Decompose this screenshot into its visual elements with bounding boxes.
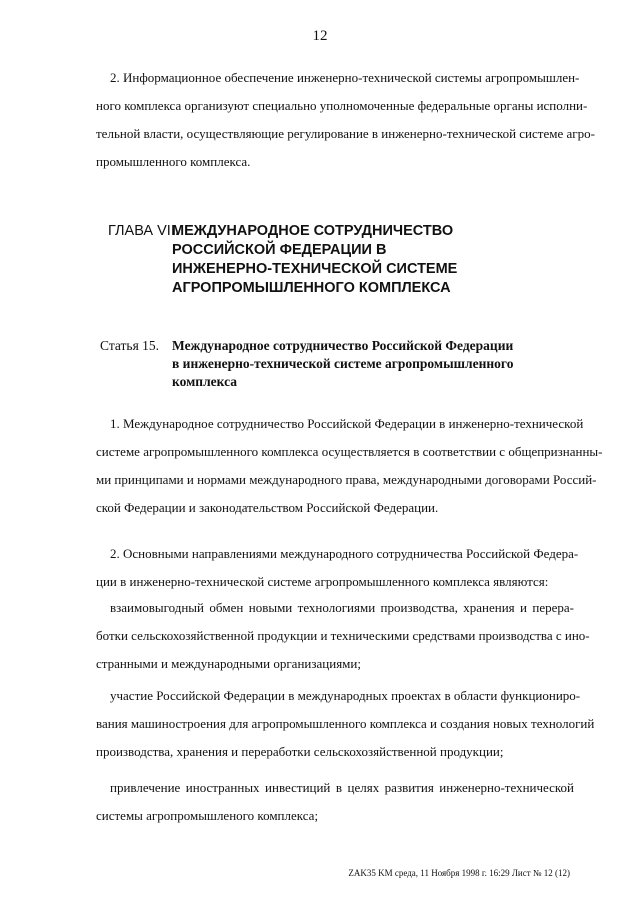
article-title-line: Международное сотрудничество Российской Федерации <box>172 338 514 353</box>
text-line: промышленного комплекса. <box>96 154 251 169</box>
text-line: производства, хранения и переработки сельскохозяйственной продукции; <box>96 744 504 759</box>
footer-stamp: ZAK35 KM среда, 11 Ноября 1998 г. 16:29 Лист № 12 (12) <box>348 868 570 878</box>
article-title-line: комплекса <box>172 374 237 389</box>
text-line: ного комплекса организуют специально уполномоченные федеральные органы исполни- <box>96 98 588 113</box>
page-number: 12 <box>312 28 328 44</box>
text-line: 2. Основными направлениями международного сотрудничества Российской Федера- <box>110 546 579 561</box>
text-line: ми принципами и нормами международного права, международными договорами Россий- <box>96 472 597 487</box>
article-label: Статья 15. <box>100 338 160 353</box>
chapter-title-line: АГРОПРОМЫШЛЕННОГО КОМПЛЕКСА <box>172 280 451 296</box>
text-line: ботки сельскохозяйственной продукции и техническими средствами производства с ино- <box>96 628 590 643</box>
text-line: ской Федерации и законодательством Российской Федерации. <box>96 500 439 515</box>
list-item-exchange <box>96 594 590 678</box>
paragraph-article-1 <box>96 410 603 522</box>
chapter-title-line: РОССИЙСКОЙ ФЕДЕРАЦИИ В <box>172 242 387 258</box>
chapter-title-line: ИНЖЕНЕРНО-ТЕХНИЧЕСКОЙ СИСТЕМЕ <box>172 261 458 277</box>
text-line: ции в инженерно-технической системе агропромышленного комплекса являются: <box>96 574 549 589</box>
text-line: привлечение иностранных инвестиций в целях развития инженерно-технической <box>110 780 574 795</box>
article-title <box>172 337 572 391</box>
text-line: 2. Информационное обеспечение инженерно-технической системы агропромышлен- <box>110 70 580 85</box>
text-line: системы агропромышленого комплекса; <box>96 808 319 823</box>
text-line: 1. Международное сотрудничество Российской Федерации в инженерно-технической <box>110 416 584 431</box>
chapter-title <box>172 222 572 298</box>
list-item-participation <box>96 682 595 766</box>
paragraph-article-2 <box>96 540 579 596</box>
text-line: вания машиностроения для агропромышленного комплекса и создания новых технологий <box>96 716 595 731</box>
chapter-title-line: МЕЖДУНАРОДНОЕ СОТРУДНИЧЕСТВО <box>172 223 454 239</box>
article-title-line: в инженерно-технической системе агропромышленного <box>172 356 514 371</box>
text-line: взаимовыгодный обмен новыми технологиями производства, хранения и перера- <box>110 600 574 615</box>
chapter-label: ГЛАВА VII. <box>108 223 179 239</box>
text-line: тельной власти, осуществляющие регулирование в инженерно-технической системе агро- <box>96 126 595 141</box>
text-line: участие Российской Федерации в международных проектах в области функциониро- <box>110 688 581 703</box>
text-line: системе агропромышленного комплекса осуществляется в соответствии с общепризнанны- <box>96 444 603 459</box>
list-item-investments <box>96 774 574 830</box>
paragraph-info-support <box>96 64 595 176</box>
text-line: странными и международными организациями; <box>96 656 361 671</box>
